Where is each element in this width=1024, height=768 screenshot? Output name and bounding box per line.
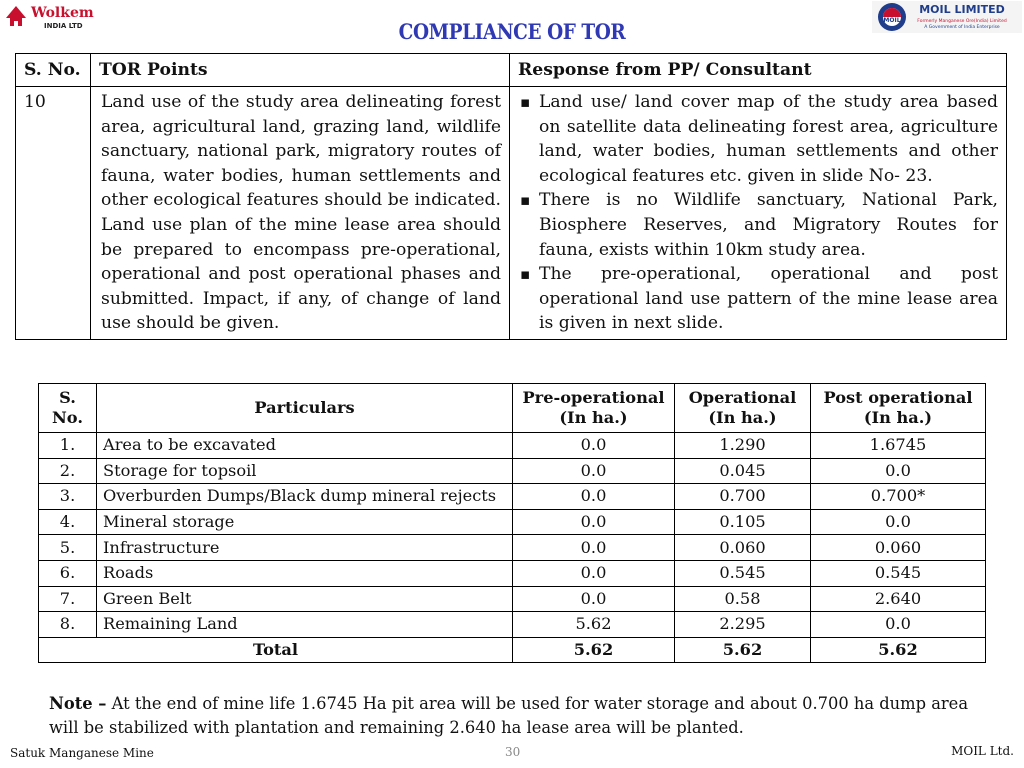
lu-cell-pre: 0.0 — [513, 458, 675, 484]
lu-cell-sno: 1. — [39, 433, 97, 459]
table-row — [39, 612, 986, 638]
moil-logo-sub2: A Government of India Enterprise — [924, 25, 1000, 30]
response-item: ▪ Land use/ land cover map of the study area based on satellite data delineating forest area, agriculture land, water bodies, human settlements and other ecological features etc. given in slide No- 23. — [520, 90, 998, 188]
lu-cell-particular: Roads — [97, 560, 513, 586]
lu-cell-particular: Area to be excavated — [97, 433, 513, 459]
lu-cell-op: 0.060 — [675, 535, 811, 561]
lu-cell-op: 2.295 — [675, 612, 811, 638]
lu-cell-post: 0.0 — [811, 612, 986, 638]
tor-header-sno: S. No. — [16, 54, 91, 87]
lu-cell-pre: 0.0 — [513, 484, 675, 510]
lu-cell-pre: 0.0 — [513, 560, 675, 586]
table-row — [39, 484, 986, 510]
table-row — [39, 433, 986, 459]
lu-header-post — [811, 384, 986, 433]
tor-header-points: TOR Points — [91, 54, 510, 87]
response-item: ▪ The pre-operational, operational and post operational land use pattern of the mine lease area is given in next slide. — [520, 262, 998, 336]
response-list — [520, 90, 998, 336]
note-paragraph — [49, 692, 999, 740]
lu-cell-particular: Storage for topsoil — [97, 458, 513, 484]
response-item: ▪ There is no Wildlife sanctuary, National Park, Biosphere Reserves, and Migratory Routes for fauna, exists within 10km study area. — [520, 188, 998, 262]
lu-total-pre: 5.62 — [513, 637, 675, 663]
table-row — [39, 458, 986, 484]
table-row — [39, 535, 986, 561]
note-label: Note – — [49, 694, 107, 713]
lu-cell-particular: Overburden Dumps/Black dump mineral rejects — [97, 484, 513, 510]
note-text: At the end of mine life 1.6745 Ha pit area will be used for water storage and about 0.700 ha dump area will be stabilized with plantation and remaining 2.640 ha lease area will be planted. — [49, 694, 969, 737]
tor-header-response: Response from PP/ Consultant — [510, 54, 1007, 87]
lu-cell-sno: 6. — [39, 560, 97, 586]
wolkem-logo-sub: INDIA LTD — [44, 22, 83, 30]
table-row — [39, 586, 986, 612]
tor-header-row — [16, 54, 1007, 87]
lu-cell-pre: 0.0 — [513, 535, 675, 561]
table-row — [39, 560, 986, 586]
footer-company: MOIL Ltd. — [951, 744, 1014, 758]
lu-cell-sno: 4. — [39, 509, 97, 535]
lu-cell-particular: Remaining Land — [97, 612, 513, 638]
lu-cell-sno: 8. — [39, 612, 97, 638]
moil-logo-sub1: Formerly Manganese Ore(India) Limited — [917, 19, 1007, 24]
lu-cell-op: 0.105 — [675, 509, 811, 535]
lu-cell-op: 0.700 — [675, 484, 811, 510]
lu-cell-op: 1.290 — [675, 433, 811, 459]
lu-cell-particular: Green Belt — [97, 586, 513, 612]
footer-mine-name: Satuk Manganese Mine — [10, 746, 154, 760]
lu-cell-post: 2.640 — [811, 586, 986, 612]
slide-title: COMPLIANCE OF TOR — [398, 19, 626, 44]
lu-cell-particular: Mineral storage — [97, 509, 513, 535]
lu-cell-pre: 0.0 — [513, 509, 675, 535]
total-row — [39, 637, 986, 663]
land-use-header-row — [39, 384, 986, 433]
wolkem-logo-name: Wolkem — [31, 5, 94, 21]
lu-header-pre-line2: (In ha.) — [559, 408, 628, 427]
lu-total-label: Total — [39, 637, 513, 663]
tor-row-response — [510, 87, 1007, 340]
tor-row — [16, 87, 1007, 340]
lu-cell-sno: 2. — [39, 458, 97, 484]
lu-header-pre — [513, 384, 675, 433]
lu-cell-op: 0.545 — [675, 560, 811, 586]
lu-header-op-line1: Operational — [688, 388, 797, 407]
moil-logo-name: MOIL LIMITED — [919, 3, 1005, 16]
lu-header-post-line1: Post operational — [823, 388, 973, 407]
moil-seal-text: MOIL — [883, 17, 901, 24]
lu-cell-sno: 5. — [39, 535, 97, 561]
lu-header-particulars: Particulars — [97, 384, 513, 433]
tor-row-point: Land use of the study area delineating forest area, agricultural land, grazing land, wildlife sanctuary, national park, migratory routes of fauna, water bodies, human settlements and other ecological features should be indicated. Land use plan of the mine lease area should be prepared to encompass pre-operational, operational and post operational phases and submitted. Impact, if any, of change of land use should be given. — [91, 87, 510, 340]
tor-row-sno: 10 — [16, 87, 91, 340]
lu-cell-post: 0.060 — [811, 535, 986, 561]
lu-header-pre-line1: Pre-operational — [522, 388, 665, 407]
lu-header-op — [675, 384, 811, 433]
lu-total-post: 5.62 — [811, 637, 986, 663]
lu-header-post-line2: (In ha.) — [863, 408, 933, 427]
lu-cell-op: 0.58 — [675, 586, 811, 612]
lu-cell-particular: Infrastructure — [97, 535, 513, 561]
lu-cell-post: 1.6745 — [811, 433, 986, 459]
lu-cell-sno: 7. — [39, 586, 97, 612]
lu-header-op-line2: (In ha.) — [708, 408, 777, 427]
lu-cell-op: 0.045 — [675, 458, 811, 484]
lu-cell-pre: 5.62 — [513, 612, 675, 638]
land-use-table — [38, 383, 986, 663]
tor-compliance-table — [15, 53, 1007, 340]
footer-page-number: 30 — [505, 745, 521, 759]
lu-cell-post: 0.0 — [811, 509, 986, 535]
table-row — [39, 509, 986, 535]
lu-cell-sno: 3. — [39, 484, 97, 510]
lu-cell-post: 0.700* — [811, 484, 986, 510]
lu-cell-pre: 0.0 — [513, 433, 675, 459]
lu-header-sno: S. No. — [39, 384, 97, 433]
lu-cell-post: 0.545 — [811, 560, 986, 586]
lu-cell-pre: 0.0 — [513, 586, 675, 612]
lu-cell-post: 0.0 — [811, 458, 986, 484]
lu-total-op: 5.62 — [675, 637, 811, 663]
